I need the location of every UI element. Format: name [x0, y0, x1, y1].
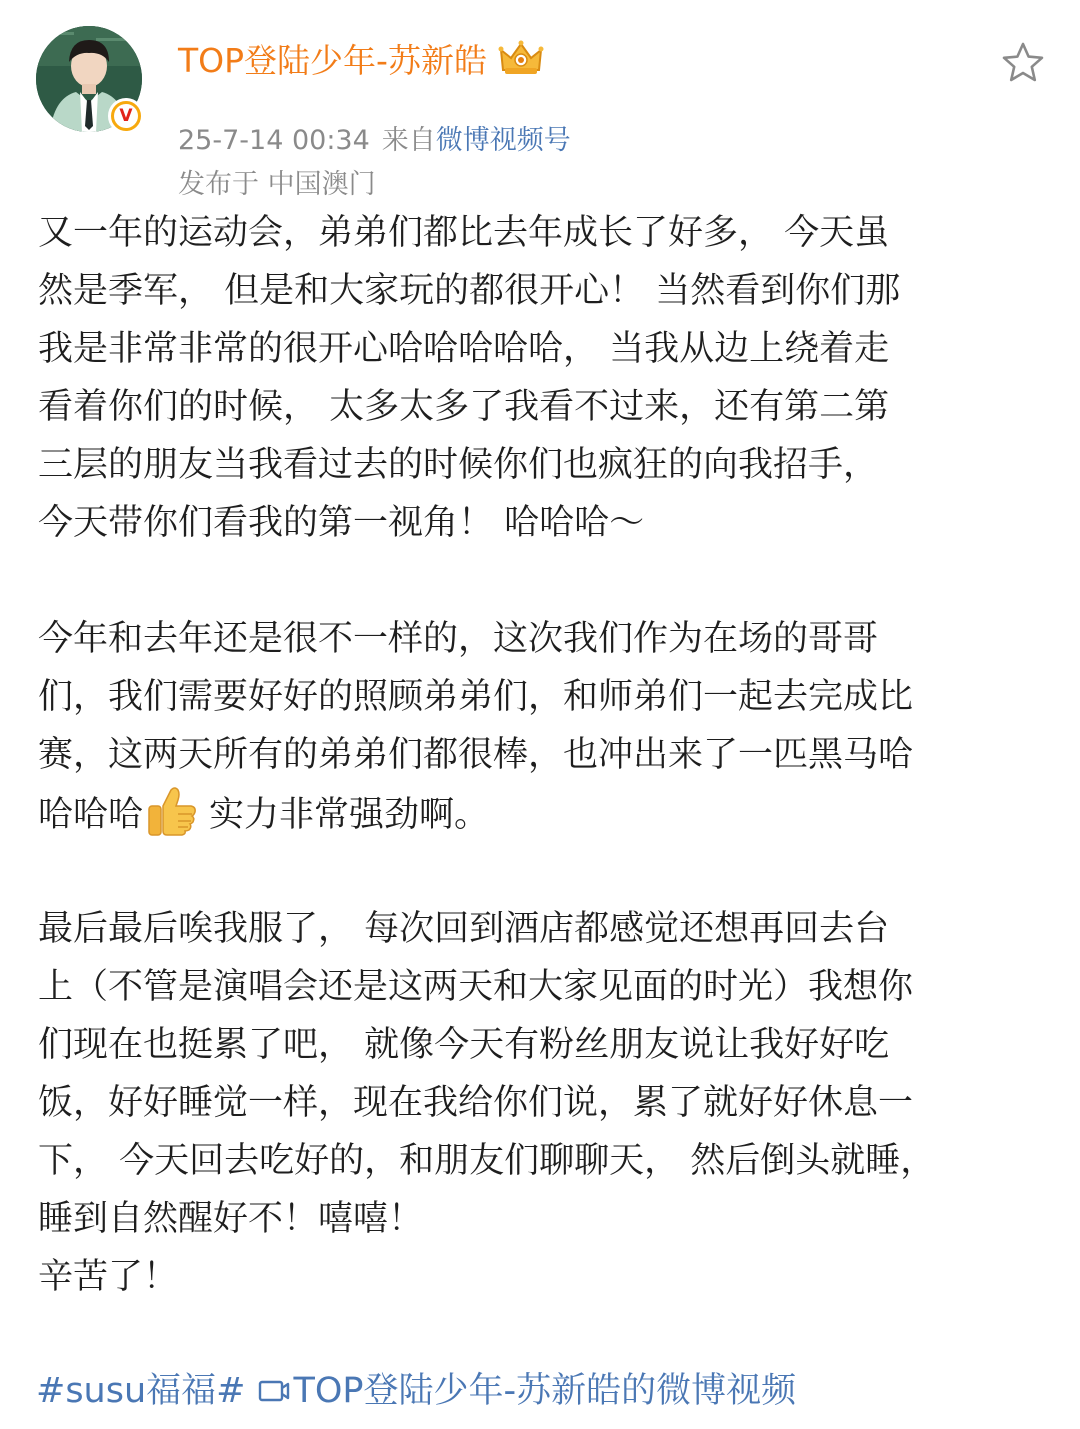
video-link[interactable]: TOP登陆少年-苏新皓的微博视频 [293, 1371, 797, 1411]
hashtag-link[interactable]: #susu福福# [36, 1371, 246, 1411]
content-line: 今天带你们看我的第一视角！ 哈哈哈～ [38, 503, 645, 543]
thumbs-up-icon [145, 784, 199, 836]
verified-letter: V [114, 104, 138, 128]
content-line-with-emoji [38, 784, 1044, 842]
content-line: 看着你们的时候， 太多太多了我看不过来，还有第二第 [38, 387, 890, 427]
post-content [38, 204, 1044, 1306]
content-line: 们现在也挺累了吧， 就像今天有粉丝朋友说让我好好吃 [38, 1025, 890, 1065]
post-meta [178, 118, 571, 157]
post-header [36, 26, 1046, 200]
user-name-row [178, 36, 545, 80]
post-location: 发布于 中国澳门 [178, 169, 376, 200]
content-line: 睡到自然醒好不！嘻嘻！ [38, 1199, 424, 1239]
content-line: 我是非常非常的很开心哈哈哈哈哈， 当我从边上绕着走 [38, 329, 890, 369]
content-line: 上（不管是演唱会还是这两天和大家见面的时光）我想你 [38, 967, 914, 1007]
paragraph-gap [38, 842, 1044, 900]
source-prefix: 来自 [381, 125, 436, 156]
content-line: 饭，好好睡觉一样，现在我给你们说，累了就好好休息一 [38, 1083, 914, 1123]
content-text: 哈哈哈 [38, 795, 144, 835]
content-line: 今年和去年还是很不一样的，这次我们作为在场的哥哥 [38, 619, 879, 659]
content-line: 又一年的运动会，弟弟们都比去年成长了好多， 今天虽 [38, 213, 890, 253]
content-line: 下， 今天回去吃好的，和朋友们聊聊天， 然后倒头就睡， [38, 1141, 936, 1181]
user-name-link[interactable]: TOP登陆少年-苏新皓 [178, 40, 487, 80]
crown-icon [497, 38, 545, 78]
content-line: 们，我们需要好好的照顾弟弟们，和师弟们一起去完成比 [38, 677, 914, 717]
post-footer [36, 1362, 796, 1420]
post-timestamp: 25-7-14 00:34 [178, 125, 370, 156]
source-link[interactable]: 微博视频号 [435, 125, 571, 156]
content-line: 然是季军， 但是和大家玩的都很开心！ 当然看到你们那 [38, 271, 901, 311]
content-line: 辛苦了！ [38, 1257, 179, 1297]
content-text: 实力非常强劲啊。 [209, 795, 490, 835]
verified-v-icon [108, 98, 144, 134]
content-line: 三层的朋友当我看过去的时候你们也疯狂的向我招手， [38, 445, 879, 485]
avatar-container[interactable] [36, 26, 144, 134]
video-icon [258, 1377, 290, 1405]
star-icon[interactable] [1000, 40, 1046, 86]
paragraph-gap [38, 552, 1044, 610]
content-line: 赛，这两天所有的弟弟们都很棒，也冲出来了一匹黑马哈 [38, 735, 914, 775]
content-line: 最后最后唉我服了， 每次回到酒店都感觉还想再回去台 [38, 909, 890, 949]
